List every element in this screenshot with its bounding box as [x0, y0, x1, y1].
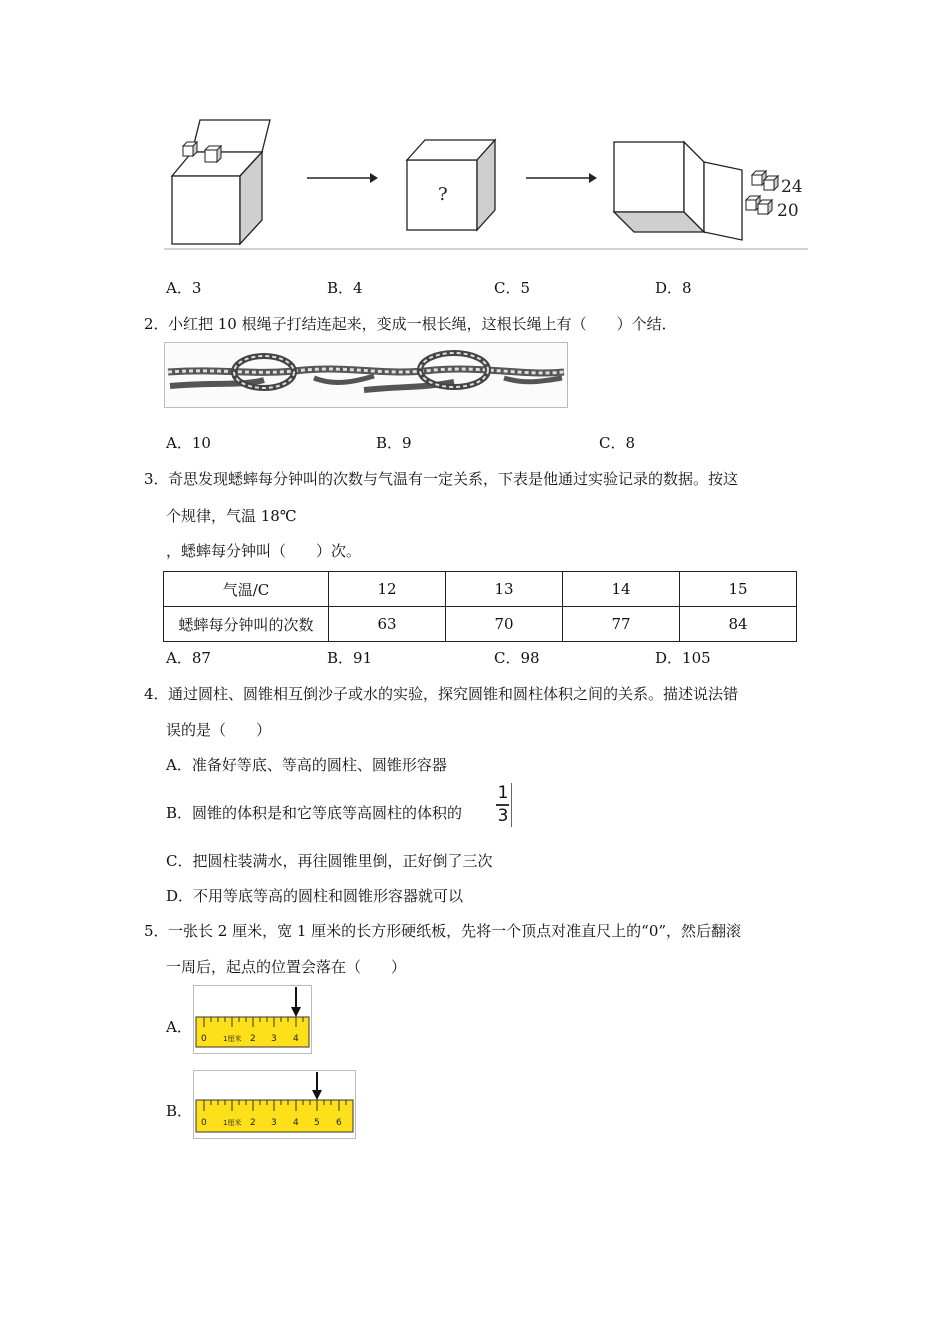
q2-option-b[interactable]: B．9: [376, 434, 412, 452]
q2-option-c[interactable]: C．8: [599, 434, 636, 452]
cricket-data-table: [163, 571, 797, 642]
table-cell: 63: [329, 607, 446, 642]
ruler-a-label: 4: [293, 1034, 299, 1044]
q5-stem-line1: 一张长 2 厘米，宽 1 厘米的长方形硬纸板，先将一个顶点对准直尺上的“0”，然后翻滚: [168, 922, 742, 940]
ruler-a-label: 0: [201, 1034, 207, 1044]
rope-knot-image: [164, 342, 568, 408]
q3-option-c[interactable]: C．98: [494, 649, 540, 667]
q4-stem-line2: 误的是（ ）: [166, 721, 272, 739]
q4-option-d[interactable]: D．不用等底等高的圆柱和圆锥形容器就可以: [166, 887, 464, 905]
table-header-chirps: 蟋蟀每分钟叫的次数: [164, 607, 329, 642]
fraction-numerator: 1: [497, 783, 509, 803]
ruler-b-label: 5: [314, 1118, 320, 1128]
q1-option-b[interactable]: B．4: [327, 279, 363, 297]
q3-stem-line3: ，蟋蟀每分钟叫（ ）次。: [166, 542, 362, 560]
q1-label-24: 24: [781, 177, 803, 197]
q3-stem-line2: 个规律，气温 18℃: [166, 507, 297, 525]
q4-stem-line1: 通过圆柱、圆锥相互倒沙子或水的实验，探究圆锥和圆柱体积之间的关系。描述说法错: [168, 685, 739, 703]
q4-number: 4．: [144, 685, 169, 703]
ruler-b-label: 0: [201, 1118, 207, 1128]
table-cell: 84: [680, 607, 797, 642]
q1-cube-figure: [164, 112, 808, 254]
ruler-a-label: 3: [271, 1034, 277, 1044]
q3-option-b[interactable]: B．91: [327, 649, 373, 667]
q1-option-c[interactable]: C．5: [494, 279, 531, 297]
q4-option-c[interactable]: C．把圆柱装满水，再往圆锥里倒，正好倒了三次: [166, 852, 493, 870]
q3-stem-line1: 奇思发现蟋蟀每分钟叫的次数与气温有一定关系，下表是他通过实验记录的数据。按这: [168, 470, 739, 488]
table-cell: 14: [563, 572, 680, 607]
q2-number: 2．: [144, 315, 169, 333]
table-cell: 77: [563, 607, 680, 642]
ruler-option-b[interactable]: [193, 1070, 357, 1140]
q4-option-b[interactable]: B．圆锥的体积是和它等底等高圆柱的体积的: [166, 804, 463, 822]
q2-option-a[interactable]: A．10: [166, 434, 211, 452]
q3-option-a[interactable]: A．87: [166, 649, 211, 667]
table-cell: 13: [446, 572, 563, 607]
table-row: [164, 607, 797, 642]
ruler-b-label: 3: [271, 1118, 277, 1128]
q4-option-a[interactable]: A．准备好等底、等高的圆柱、圆锥形容器: [166, 756, 447, 774]
q3-option-d[interactable]: D．105: [655, 649, 711, 667]
ruler-option-a[interactable]: [193, 985, 313, 1055]
fraction-denominator: 3: [497, 806, 509, 826]
q1-option-a[interactable]: A．3: [166, 279, 202, 297]
ruler-a-label: 1厘米: [223, 1035, 242, 1043]
q1-label-20: 20: [777, 201, 799, 221]
one-third-fraction: [494, 783, 512, 827]
q3-number: 3．: [144, 470, 169, 488]
ruler-a-label: 2: [250, 1034, 256, 1044]
q5-option-a-letter[interactable]: A．: [166, 1018, 192, 1036]
table-header-temperature: 气温/C: [164, 572, 329, 607]
ruler-b-label: 2: [250, 1118, 256, 1128]
table-cell: 70: [446, 607, 563, 642]
q1-question-mark: ?: [438, 184, 448, 205]
ruler-b-label: 4: [293, 1118, 299, 1128]
table-cell: 12: [329, 572, 446, 607]
q1-option-d[interactable]: D．8: [655, 279, 692, 297]
ruler-b-label: 6: [336, 1118, 342, 1128]
table-row: [164, 572, 797, 607]
table-cell: 15: [680, 572, 797, 607]
q5-number: 5．: [144, 922, 169, 940]
q2-stem: 小红把 10 根绳子打结连起来，变成一根长绳，这根长绳上有（ ）个结．: [168, 315, 677, 333]
q5-stem-line2: 一周后，起点的位置会落在（ ）: [166, 958, 407, 976]
q5-option-b-letter[interactable]: B．: [166, 1102, 193, 1120]
ruler-b-label: 1厘米: [223, 1119, 242, 1127]
